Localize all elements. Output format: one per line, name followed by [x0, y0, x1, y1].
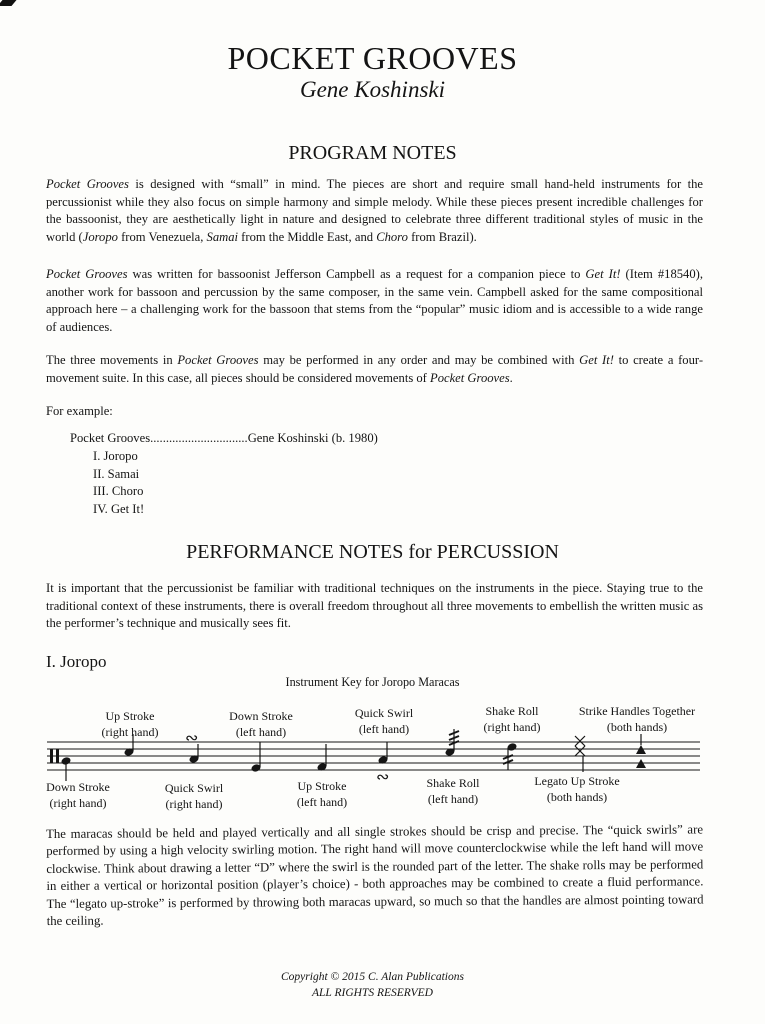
style-ref: Joropo [82, 229, 118, 244]
key-label-legato-up-stroke [534, 773, 619, 805]
note-up-stroke-left-2 [317, 744, 328, 772]
composer-name: Gene Koshinski [299, 77, 445, 102]
text-run: from the Middle East, and [238, 229, 377, 244]
key-label-name: Down Stroke [229, 709, 293, 723]
text-run: to create a four-movement suite. In this case, all pieces should be considered movements of [46, 353, 704, 385]
note-down-stroke-left [251, 742, 262, 773]
example-title-line: Pocket Grooves...............................Gene Koshinski (b. 1980) [70, 431, 378, 445]
note-quick-swirl-right [185, 728, 199, 764]
key-label-name: Shake Roll [485, 704, 539, 718]
key-label-hand: (right hand) [483, 720, 541, 734]
instrument-key-title: Instrument Key for Joropo Maracas [285, 675, 460, 689]
movement-item: III. Choro [93, 484, 144, 499]
key-label-hand: (both hands) [546, 790, 608, 804]
text-run: The three movements in [46, 353, 178, 367]
note-shake-roll-right [445, 729, 459, 757]
movement-item: I. Joropo [93, 449, 138, 463]
style-ref: Samai [206, 229, 239, 244]
key-label-hand: (left hand) [296, 795, 348, 809]
text-run: . [509, 370, 513, 385]
title-ref: Get It! [579, 353, 614, 367]
movement-item: IV. Get It! [93, 501, 145, 516]
key-label-quick-swirl-right [165, 780, 223, 812]
key-label-name: Legato Up Stroke [534, 774, 620, 788]
key-label-name: Up Stroke [105, 709, 155, 723]
copyright-notice [0, 969, 745, 1001]
joropo-description: The maracas should be held and played vertically and all single strokes should be crisp and precise. The “quick swirls” are performed by using a high velocity swirling motion. The right hand will move counterclockwise while the left hand will move clockwise. Think about drawing a letter “D” where the swirl is the rounded part of the letter. The shake rolls may be performed in either a vertical or horizontal position (player’s choice) - both approaches may be combined to create a fluid performance. The “legato up-stroke” is performed by throwing both maracas upward, so much so that the handles are almost pointing toward the ceiling. [46, 822, 704, 929]
performance-notes-paragraph: It is important that the percussionist be familiar with traditional techniques on the instruments in the piece. Staying true to the traditional context of these instruments, there is overall freedom throughout all three movements to embellish the written music as the performer’s technique and musically sees fit. [46, 581, 703, 631]
key-label-hand: (left hand) [358, 722, 410, 736]
text-run: is designed with “small” in mind. The pieces are short and require small hand-held instruments for the percussionist while they also focus on simple harmony and simple melody. While these pieces present incredible challenges for the bassoonist, they are aesthetically light in nature and designed to celebrate three different traditional styles of music in the world ( [46, 177, 704, 244]
text-run: may be performed in any order and may be combined with [258, 353, 580, 367]
key-label-name: Strike Handles Together [578, 704, 696, 718]
style-ref: Choro [376, 229, 408, 244]
title-ref: Pocket Grooves [46, 177, 129, 191]
svg-text:∾: ∾ [185, 728, 199, 747]
note-strike-handles-legato [575, 736, 585, 772]
svg-text:∾: ∾ [376, 767, 390, 786]
title-ref: Pocket Grooves [430, 370, 510, 385]
example-label: For example: [46, 404, 113, 418]
key-label-name: Down Stroke [46, 780, 110, 794]
key-label-down-stroke-right [46, 779, 110, 811]
key-label-shake-roll-left [427, 775, 480, 807]
key-label-name: Quick Swirl [354, 706, 414, 720]
program-notes-heading: PROGRAM NOTES [288, 142, 457, 164]
note-up-stroke-left [61, 756, 72, 781]
key-label-hand: (both hands) [606, 720, 668, 734]
key-label-hand: (right hand) [101, 725, 159, 739]
copyright-line: Copyright © 2015 C. Alan Publications [281, 971, 464, 983]
joropo-heading: I. Joropo [46, 652, 107, 671]
key-label-hand: (left hand) [427, 792, 479, 806]
key-label-name: Shake Roll [426, 776, 480, 790]
title-ref: Get It! [585, 267, 621, 281]
key-label-hand: (right hand) [165, 797, 223, 811]
page-title: POCKET GROOVES [227, 40, 518, 76]
text-run: (Item #18540), another work for bassoon and percussion by the same composer, in the same vein. Campbell asked for the same compositional approach here – a challenging work for the bassoon that stems from the “popular” music idiom and is accessible to a wide range of audiences. [46, 267, 703, 334]
performance-notes-heading: PERFORMANCE NOTES for PERCUSSION [186, 541, 559, 563]
key-label-hand: (left hand) [235, 725, 287, 739]
movement-item: II. Samai [93, 466, 140, 481]
key-label-name: Up Stroke [297, 779, 347, 793]
title-ref: Pocket Grooves [46, 267, 128, 281]
text-run: from Venezuela, [117, 229, 207, 244]
text-run: was written for bassoonist Jefferson Campbell as a request for a companion piece to [127, 267, 586, 281]
title-ref: Pocket Grooves [177, 353, 259, 367]
text-run: from Brazil). [407, 229, 477, 244]
note-up-stroke-right [124, 734, 135, 757]
key-label-name: Quick Swirl [164, 781, 224, 795]
rights-line: ALL RIGHTS RESERVED [312, 987, 433, 999]
key-label-hand: (right hand) [49, 796, 107, 810]
key-label-up-stroke-left [297, 778, 347, 810]
